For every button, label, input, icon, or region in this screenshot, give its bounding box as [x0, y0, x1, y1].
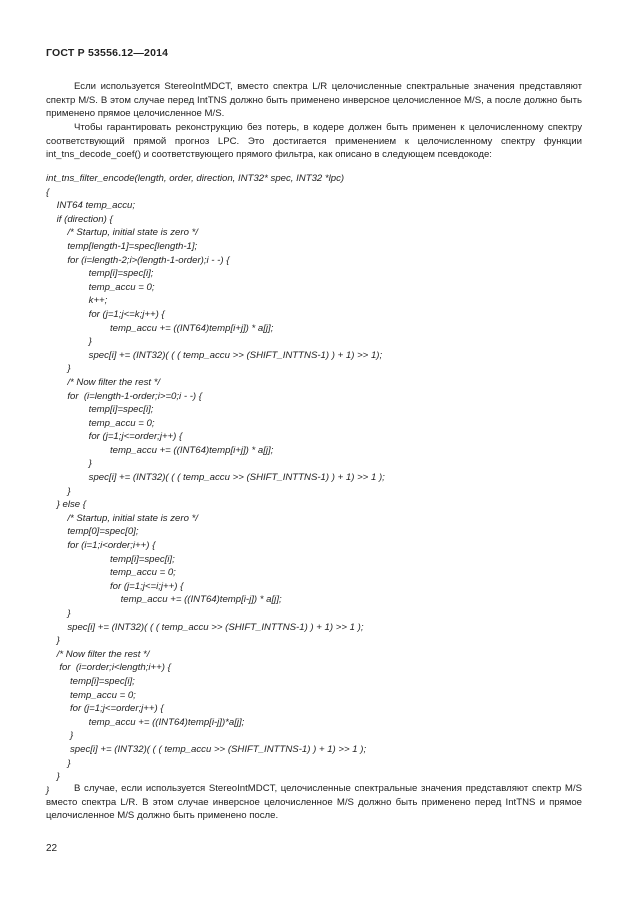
page-number: 22 — [46, 843, 58, 854]
code-line: /* Startup, initial state is zero */ — [46, 512, 198, 524]
pseudocode-block — [46, 172, 586, 797]
code-line: temp_accu = 0; — [46, 417, 155, 429]
code-line: for (i=1;i<order;i++) { — [46, 540, 156, 552]
code-line: for (j=1;j<=k;j++) { — [46, 308, 165, 320]
page-header-title: ГОСТ Р 53556.12—2014 — [46, 47, 169, 59]
paragraph-lossless-reconstruction: Чтобы гарантировать реконструкцию без потерь, в кодере должен быть применен к целочисленному спектру соответствующий прямой прогноз LPC. Это достигается применением к целочисленному спектру функции int_tns_decode_coef() и соответствующего прямого фильтра, как описано в следующем псевдокоде: — [46, 122, 582, 161]
code-line: /* Startup, initial state is zero */ — [46, 227, 198, 239]
code-line: for (j=1;j<=order;j++) { — [46, 431, 183, 443]
code-line: for (i=length-1-order;i>=0;i - -) { — [46, 390, 202, 402]
code-line: if (direction) { — [46, 213, 113, 225]
code-line: temp[i]=spec[i]; — [46, 675, 135, 687]
code-line: } — [46, 784, 50, 796]
code-line: } — [46, 363, 71, 375]
code-line: for (i=order;i<length;i++) { — [46, 662, 171, 674]
code-line: } — [46, 757, 71, 769]
code-line: /* Now filter the rest */ — [46, 376, 161, 388]
code-line: temp_accu = 0; — [46, 567, 176, 579]
code-line: temp_accu += ((INT64)temp[i+j]) * a[j]; — [46, 444, 274, 456]
code-line: } — [46, 485, 71, 497]
paragraph-stereo-intro: Если используется StereoIntMDCT, вместо спектра L/R целочисленные спектральные значения представляют спектр M/S. В этом случае перед IntTNS должно быть применено инверсное целочисленное M/S, а после должно быть применено прямое целочисленное M/S. — [46, 81, 582, 120]
code-line: /* Now filter the rest */ — [46, 648, 150, 660]
code-line: temp[i]=spec[i]; — [46, 553, 175, 565]
code-line: INT64 temp_accu; — [46, 200, 136, 212]
code-line: spec[i] += (INT32)( ( ( temp_accu >> (SHIFT_INTTNS-1) ) + 1) >> 1 ); — [46, 621, 364, 633]
code-line: spec[i] += (INT32)( ( ( temp_accu >> (SHIFT_INTTNS-1) ) + 1) >> 1 ); — [46, 472, 385, 484]
code-line: for (i=length-2;i>(length-1-order);i - -) { — [46, 254, 230, 266]
code-line: } — [46, 635, 60, 647]
code-line: temp[i]=spec[i]; — [46, 268, 154, 280]
code-line: } — [46, 458, 92, 470]
code-line: temp_accu += ((INT64)temp[i-j])*a[j]; — [46, 716, 245, 728]
code-line: } — [46, 336, 92, 348]
code-line: temp_accu += ((INT64)temp[i-j]) * a[j]; — [46, 594, 282, 606]
paragraph-stereo-closing: В случае, если используется StereoIntMDCT, целочисленные спектральные значения представляют спектр M/S вместо спектра L/R. В этом случае инверсное целочисленное M/S должно быть применено перед IntTNS и прямое целочисленное M/S должно быть применено после. — [46, 783, 582, 822]
code-line: for (j=1;j<=order;j++) { — [46, 703, 164, 715]
code-line: k++; — [46, 295, 108, 307]
code-line: } — [46, 730, 74, 742]
code-line: } — [46, 771, 60, 783]
code-line: spec[i] += (INT32)( ( ( temp_accu >> (SHIFT_INTTNS-1) ) + 1) >> 1); — [46, 349, 383, 361]
code-line: for (j=1;j<=i;j++) { — [46, 580, 184, 592]
code-line: temp_accu = 0; — [46, 689, 136, 701]
code-line: temp_accu += ((INT64)temp[i+j]) * a[j]; — [46, 322, 274, 334]
code-line: } else { — [46, 499, 87, 511]
code-line: temp[0]=spec[0]; — [46, 526, 139, 538]
code-line: int_tns_filter_encode(length, order, direction, INT32* spec, INT32 *lpc) — [46, 173, 345, 184]
code-line: temp[length-1]=spec[length-1]; — [46, 240, 198, 252]
code-line: temp_accu = 0; — [46, 281, 155, 293]
code-line: temp[i]=spec[i]; — [46, 404, 154, 416]
code-line: { — [46, 186, 50, 198]
code-line: spec[i] += (INT32)( ( ( temp_accu >> (SHIFT_INTTNS-1) ) + 1) >> 1 ); — [46, 743, 367, 755]
code-line: } — [46, 608, 71, 619]
